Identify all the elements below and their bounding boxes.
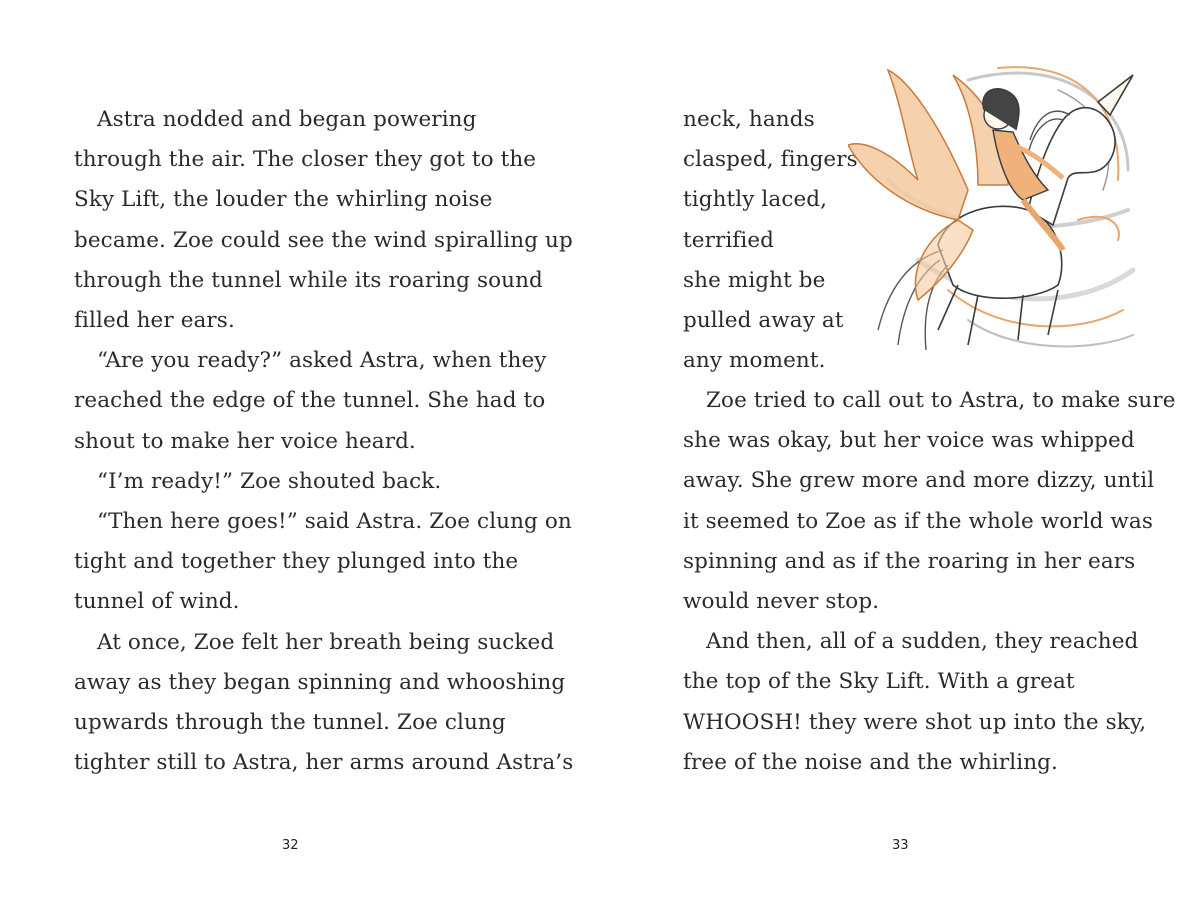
page-number-left: 32 xyxy=(282,838,299,853)
text-line: she was okay, but her voice was whipped xyxy=(683,428,1135,454)
text-line: terrified xyxy=(683,227,775,253)
text-line: would never stop. xyxy=(683,589,880,615)
text-line: away. She grew more and more dizzy, until xyxy=(683,468,1155,494)
text-line: filled her ears. xyxy=(74,308,235,334)
text-line: “Are you ready?” asked Astra, when they xyxy=(97,348,547,374)
text-line: spinning and as if the roaring in her ears xyxy=(683,548,1136,574)
text-line: away as they began spinning and whooshing xyxy=(74,669,566,695)
text-line: free of the noise and the whirling. xyxy=(683,749,1058,775)
text-line: Sky Lift, the louder the whirling noise xyxy=(74,187,493,213)
text-line: reached the edge of the tunnel. She had to xyxy=(74,388,546,414)
right-page xyxy=(600,0,1200,904)
text-line: Astra nodded and began powering xyxy=(97,107,477,132)
text-line: “I’m ready!” Zoe shouted back. xyxy=(97,468,442,494)
text-line: upwards through the tunnel. Zoe clung xyxy=(74,710,506,736)
left-page-text xyxy=(74,100,573,783)
text-line: neck, hands xyxy=(683,107,815,132)
text-line: it seemed to Zoe as if the whole world was xyxy=(683,508,1153,534)
text-line: became. Zoe could see the wind spiralling up xyxy=(74,227,573,253)
text-line: tighter still to Astra, her arms around Astra’s xyxy=(74,750,574,776)
right-page-text-beside-illustration xyxy=(683,100,858,381)
text-line: And then, all of a sudden, they reached xyxy=(706,629,1139,655)
text-line: shout to make her voice heard. xyxy=(74,428,416,454)
text-line: WHOOSH! they were shot up into the sky, xyxy=(683,709,1147,735)
text-line: clasped, fingers xyxy=(683,147,858,173)
text-line: pulled away at xyxy=(683,308,844,334)
text-line: tightly laced, xyxy=(683,187,828,213)
text-line: through the air. The closer they got to the xyxy=(74,147,537,173)
text-line: through the tunnel while its roaring sound xyxy=(74,267,543,293)
page-number-right: 33 xyxy=(892,838,909,853)
text-line: At once, Zoe felt her breath being sucked xyxy=(97,629,555,655)
text-line: tunnel of wind. xyxy=(74,589,240,615)
text-line: the top of the Sky Lift. With a great xyxy=(683,669,1075,695)
text-line: any moment. xyxy=(683,348,826,374)
fairy-riding-unicorn-illustration xyxy=(848,60,1138,360)
text-line: “Then here goes!” said Astra. Zoe clung on xyxy=(97,509,572,535)
right-page-text xyxy=(683,381,1176,783)
text-line: Zoe tried to call out to Astra, to make sure xyxy=(706,388,1176,413)
text-line: she might be xyxy=(683,267,826,293)
text-line: tight and together they plunged into the xyxy=(74,549,519,575)
